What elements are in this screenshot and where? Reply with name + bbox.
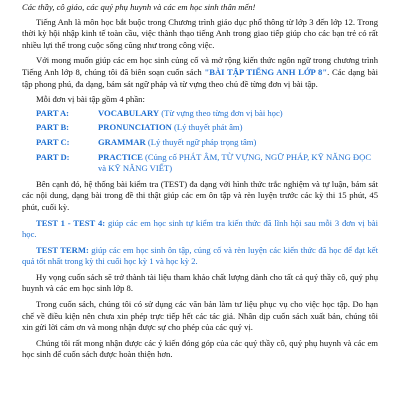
part-desc: (Củng cố PHÁT ÂM, TỪ VỰNG, NGỮ PHÁP, KỸ NĂNG ĐỌC và KỸ NĂNG VIẾT) bbox=[98, 151, 372, 174]
part-c bbox=[36, 137, 378, 149]
part-d bbox=[36, 152, 378, 175]
parts-list bbox=[36, 108, 378, 175]
purpose-text-before: Với mong muốn giúp các em học sinh củng cố và mở rộng kiến thức ngôn ngữ trong chương trình Tiếng Anh lớp 8, chúng tôi đã biên soạn cuốn sách bbox=[22, 55, 378, 77]
purpose-paragraph bbox=[22, 55, 378, 90]
part-desc: (Lý thuyết phát âm) bbox=[171, 122, 243, 133]
part-b bbox=[36, 122, 378, 134]
part-label: PART C: bbox=[36, 136, 70, 147]
part-name: PRACTICE bbox=[98, 151, 143, 162]
book-title: "BÀI TẬP TIẾNG ANH LỚP 8" bbox=[204, 66, 328, 77]
test-item bbox=[22, 218, 378, 241]
tests-list bbox=[22, 218, 378, 268]
part-label: PART D: bbox=[36, 151, 70, 162]
part-desc: (Từ vựng theo từng đơn vị bài học) bbox=[159, 107, 283, 118]
part-desc: (Lý thuyết ngữ pháp trọng tâm) bbox=[145, 136, 257, 147]
test-label: TEST 1 - TEST 4: bbox=[36, 217, 106, 228]
part-name: PRONUNCIATION bbox=[98, 122, 172, 133]
greeting: Các thầy, cô giáo, các quý phụ huynh và các em học sinh thân mến! bbox=[22, 2, 256, 12]
parts-intro: Mỗi đơn vị bài tập gồm 4 phần: bbox=[36, 94, 145, 105]
part-name: GRAMMAR bbox=[98, 136, 146, 147]
test-text: giúp các em học sinh tự kiểm tra kiến thức đã lĩnh hội sau mỗi 3 đơn vị bài học. bbox=[22, 217, 378, 240]
part-label: PART A: bbox=[36, 107, 70, 118]
tests-intro: Bên cạnh đó, hệ thống bài kiểm tra (TEST) đa dạng với hình thức trắc nghiệm và tự luận, bám sát các nội dung, dạng bài trong đề thi thật giúp các em ôn tập và rèn luyện trước các kỳ thi 15 phút, 45 phút, cuối kỳ. bbox=[22, 178, 378, 212]
closing-paragraph-1: Hy vọng cuốn sách sẽ trở thành tài liệu tham khảo chất lượng dành cho tất cả quý thầy cô, quý phụ huynh và các em học sinh lớp 8. bbox=[22, 271, 378, 294]
intro-paragraph: Tiếng Anh là môn học bắt buộc trong Chương trình giáo dục phổ thông từ lớp 3 đến lớp 12. Trong thời kỳ hội nhập kinh tế toàn cầu, việc thành thạo tiếng Anh trong giao tiếp giúp cho các bạn trẻ có rất nhiều lựi thế trong cuộc sống cũng như trong công việc. bbox=[22, 16, 378, 50]
test-label: TEST TERM: bbox=[36, 244, 89, 255]
part-name: VOCABULARY bbox=[98, 107, 160, 118]
part-label: PART B: bbox=[36, 122, 70, 133]
test-item bbox=[22, 245, 378, 268]
closing-paragraph-2: Trong cuốn sách, chúng tôi có sử dụng các văn bản làm tư liệu phục vụ cho việc học tập. Do hạn chế về điều kiện nên chưa xin phép trực tiếp hết các tác giả. Nhân dịp cuốn sách xuất bản, chúng tôi xin gửi lời cảm ơn và mong nhận được sự cho phép của các quý vị. bbox=[22, 299, 378, 333]
test-text: giúp các em học sinh ôn tập, củng cố và rèn luyện các kiến thức đã học để đạt kết quả tốt nhất trong kỳ thi cuối học kỳ 1 và học kỳ 2. bbox=[22, 244, 378, 267]
part-a bbox=[36, 108, 378, 120]
purpose-text-after: . Các dạng bài tập phong phú, đa dạng, bám sát ngữ pháp và từ vựng theo chủ đề từng đơn vị bài tập. bbox=[22, 66, 378, 89]
closing-paragraph-3: Chúng tôi rất mong nhận được các ý kiến đóng góp của các quý thầy cô, quý phụ huynh và các em học sinh để cuốn sách được hoàn thiện hơn. bbox=[22, 337, 378, 360]
